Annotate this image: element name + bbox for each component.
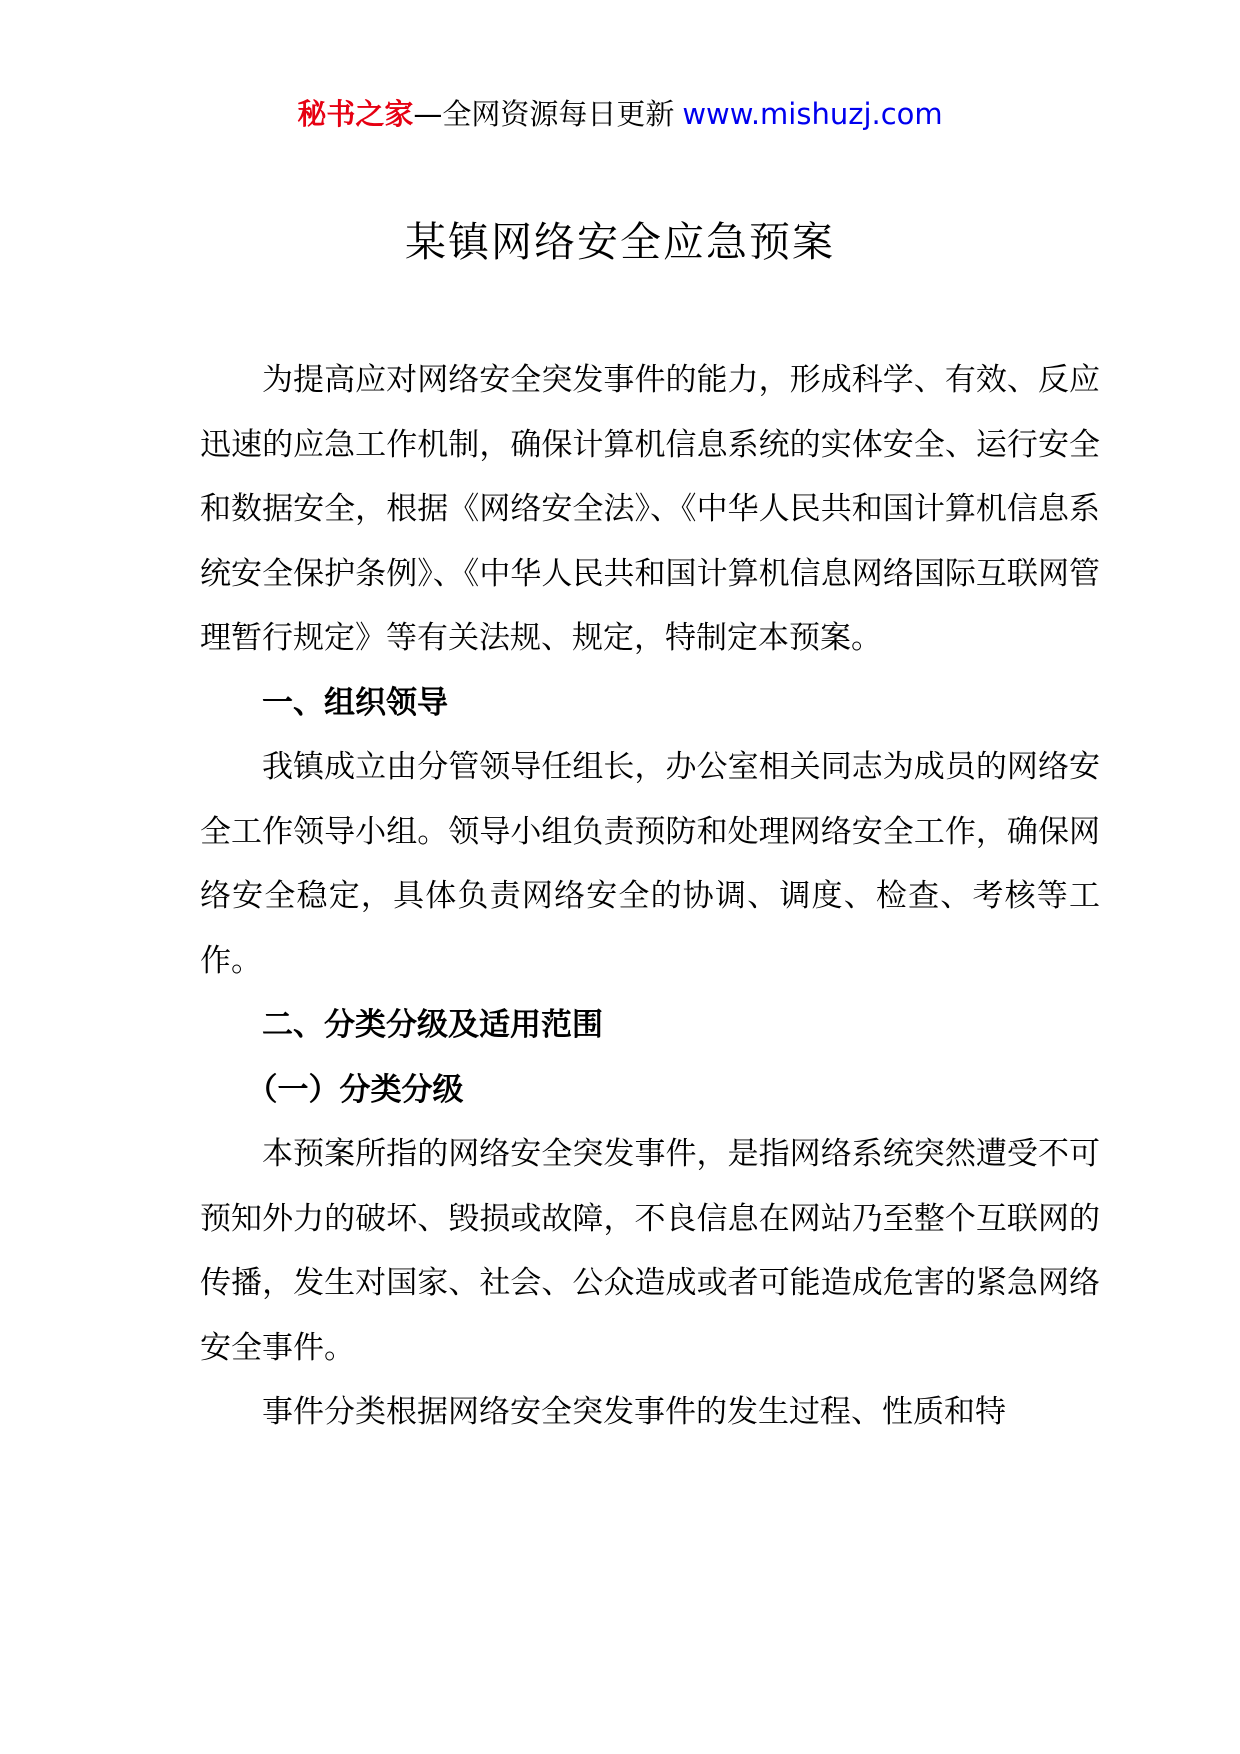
site-url-link[interactable]: www.mishuzj.com xyxy=(682,97,943,131)
classification-paragraph: 事件分类根据网络安全突发事件的发生过程、性质和特 xyxy=(262,1394,1006,1430)
document-body xyxy=(200,348,1100,1445)
definition-paragraph: 本预案所指的网络安全突发事件，是指网络系统突然遭受不可预知外力的破坏、毁损或故障，不良信息在网站乃至整个互联网的传播，发生对国家、社会、公众造成或者可能造成危害的紧急网络安全事件。 xyxy=(200,1136,1100,1366)
organization-paragraph: 我镇成立由分管领导任组长，办公室相关同志为成员的网络安全工作领导小组。领导小组负责预防和处理网络安全工作，确保网络安全稳定，具体负责网络安全的协调、调度、检查、考核等工作。 xyxy=(200,749,1100,979)
document-title: 某镇网络安全应急预案 xyxy=(405,218,835,266)
section-heading-organization: 一、组织领导 xyxy=(262,684,448,721)
brand-name: 秘书之家 xyxy=(297,97,414,131)
subsection-heading-levels: （一）分类分级 xyxy=(246,1071,464,1108)
header-slogan: —全网资源每日更新 xyxy=(413,97,675,131)
site-header xyxy=(0,96,1240,132)
intro-paragraph: 为提高应对网络安全突发事件的能力，形成科学、有效、反应迅速的应急工作机制，确保计算机信息系统的实体安全、运行安全和数据安全，根据《网络安全法》、《中华人民共和国计算机信息系统安全保护条例》、《中华人民共和国计算机信息网络国际互联网管理暂行规定》等有关法规、规定，特制定本预案。 xyxy=(200,362,1100,656)
section-heading-classification: 二、分类分级及适用范围 xyxy=(262,1007,603,1043)
